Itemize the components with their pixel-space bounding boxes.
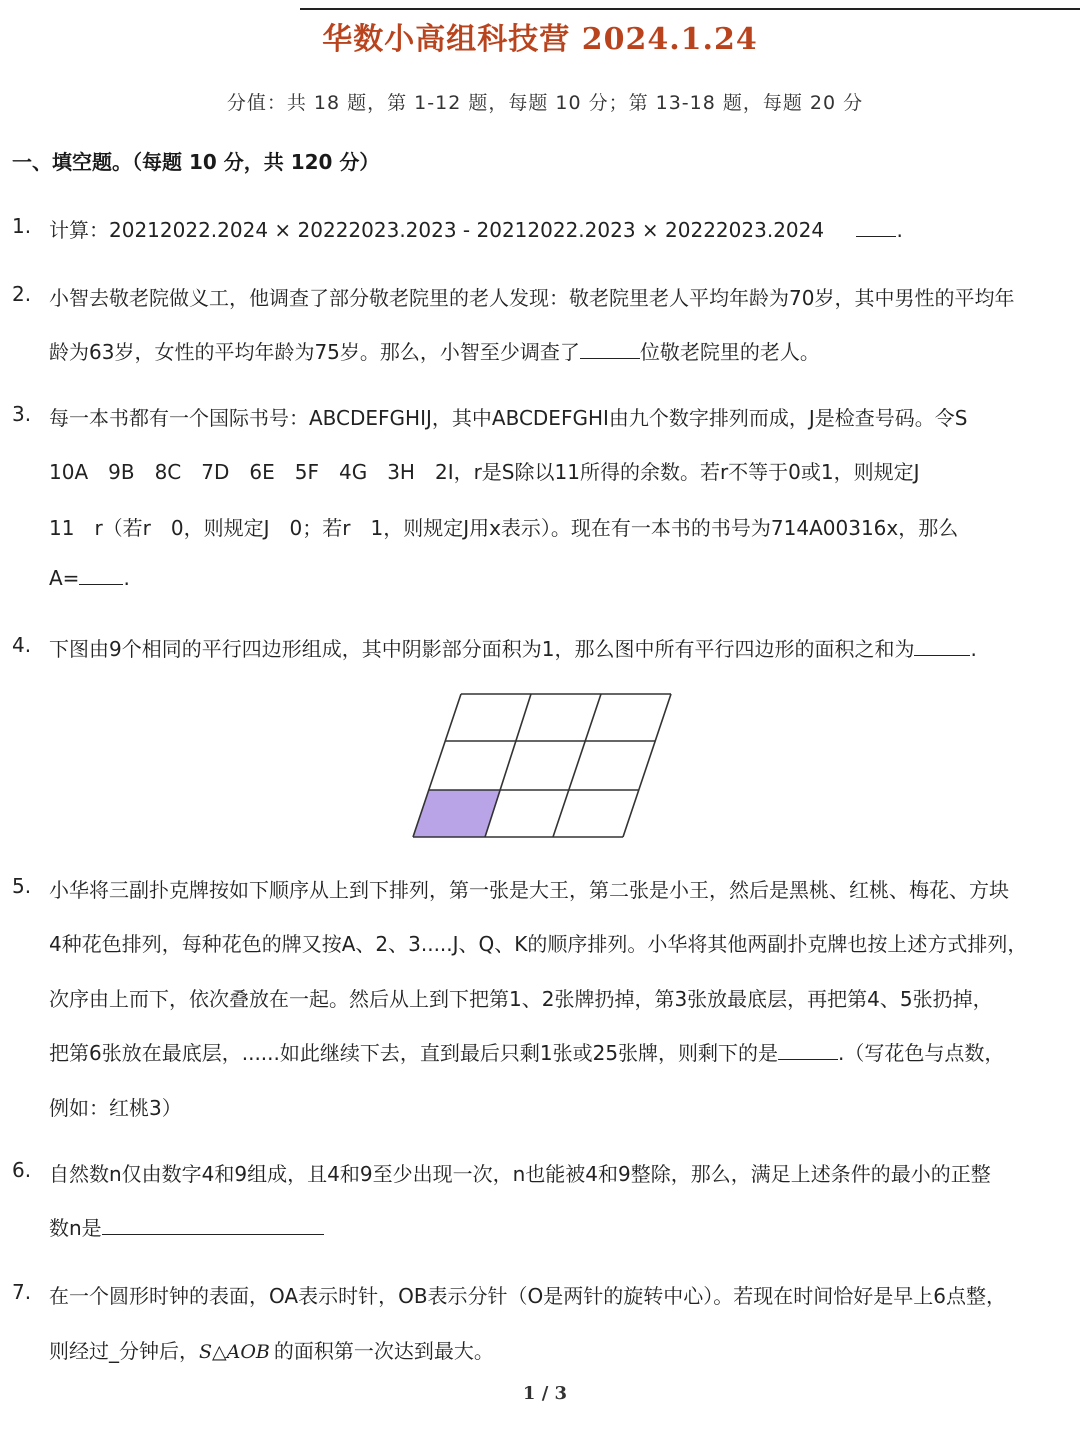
area-symbol: S△AOB — [199, 1341, 270, 1363]
grid-line — [623, 694, 671, 837]
answer-blank[interactable] — [102, 1216, 324, 1235]
question-number: 4. — [12, 633, 32, 657]
question-text: .（写花色与点数， — [838, 1041, 1005, 1065]
answer-blank[interactable] — [856, 218, 896, 237]
question-number: 1. — [12, 214, 32, 238]
question-text: . — [123, 566, 130, 590]
answer-blank[interactable] — [778, 1041, 838, 1060]
question-text: . — [970, 637, 977, 661]
scoring-note: 分值：共 18 题，第 1-12 题，每题 10 分；第 13-18 题，每题 20 分 — [226, 92, 864, 114]
question-number: 2. — [12, 282, 32, 306]
question-number: 3. — [12, 402, 32, 426]
question-text: 的面积第一次达到最大。 — [273, 1339, 494, 1363]
question-number: 5. — [12, 874, 32, 898]
question-text: 位敬老院里的老人。 — [639, 340, 820, 364]
parallelogram-grid-figure — [410, 690, 680, 840]
question-text: 10A 9B 8C 7D 6E 5F 4G 3H 2I，r是S除以11所得的余数。若r不等于0或1，则规定J — [49, 460, 920, 484]
question-text: 把第6张放在最底层，......如此继续下去，直到最后只剩1张或25张牌，则剩下的是 — [49, 1041, 779, 1065]
question-text: . — [896, 218, 903, 242]
question-text: 小智去敬老院做义工，他调查了部分敬老院里的老人发现：敬老院里老人平均年龄为70岁，其中男性的平均年 — [49, 286, 1015, 310]
question-text: 每一本书都有一个国际书号：ABCDEFGHIJ，其中ABCDEFGHI由九个数字排列而成，J是检查号码。令S — [49, 406, 968, 430]
question-text: 11 r（若r 0，则规定J 0；若r 1，则规定J用x表示）。现在有一本书的书号为714A00316x，那么 — [49, 516, 959, 540]
question-text: 次序由上而下，依次叠放在一起。然后从上到下把第1、2张牌扔掉，第3张放最底层，再把第4、5张扔掉， — [49, 987, 993, 1011]
grid-line — [485, 694, 531, 837]
question-text: 则经过_分钟后， — [49, 1339, 199, 1363]
question-text: 自然数n仅由数字4和9组成，且4和9至少出现一次，n也能被4和9整除，那么，满足上述条件的最小的正整 — [49, 1162, 991, 1186]
section-heading: 一、填空题。（每题 10 分，共 120 分） — [12, 150, 380, 174]
answer-blank[interactable] — [79, 566, 123, 585]
page-number: 1 / 3 — [522, 1383, 568, 1404]
question-text: 例如：红桃3） — [49, 1096, 182, 1120]
question-text: 数n是 — [49, 1216, 102, 1240]
question-text: 计算：20212022.2024 × 20222023.2023 - 20212022.2023 × 20222023.2024 — [49, 218, 825, 242]
question-text: 在一个圆形时钟的表面，OA表示时针，OB表示分针（O是两针的旋转中心）。若现在时间恰好是早上6点整， — [49, 1284, 1007, 1308]
grid-line — [553, 694, 601, 837]
question-text: 下图由9个相同的平行四边形组成，其中阴影部分面积为1，那么图中所有平行四边形的面积之和为 — [49, 637, 915, 661]
answer-blank[interactable] — [580, 340, 640, 359]
question-number: 7. — [12, 1280, 32, 1304]
page-title: 华数小高组科技营 2024.1.24 — [322, 22, 758, 57]
question-text: 小华将三副扑克牌按如下顺序从上到下排列，第一张是大王，第二张是小王，然后是黑桃、红桃、梅花、方块 — [49, 878, 1009, 902]
answer-blank[interactable] — [914, 637, 970, 656]
question-number: 6. — [12, 1158, 32, 1182]
question-text: 4种花色排列，每种花色的牌又按A、2、3.....J、Q、K的顺序排列。小华将其他两副扑克牌也按上述方式排列， — [49, 932, 1028, 956]
top-rule — [300, 8, 1080, 10]
question-text: A= — [49, 566, 80, 590]
question-text: 龄为63岁，女性的平均年龄为75岁。那么，小智至少调查了 — [49, 340, 580, 364]
